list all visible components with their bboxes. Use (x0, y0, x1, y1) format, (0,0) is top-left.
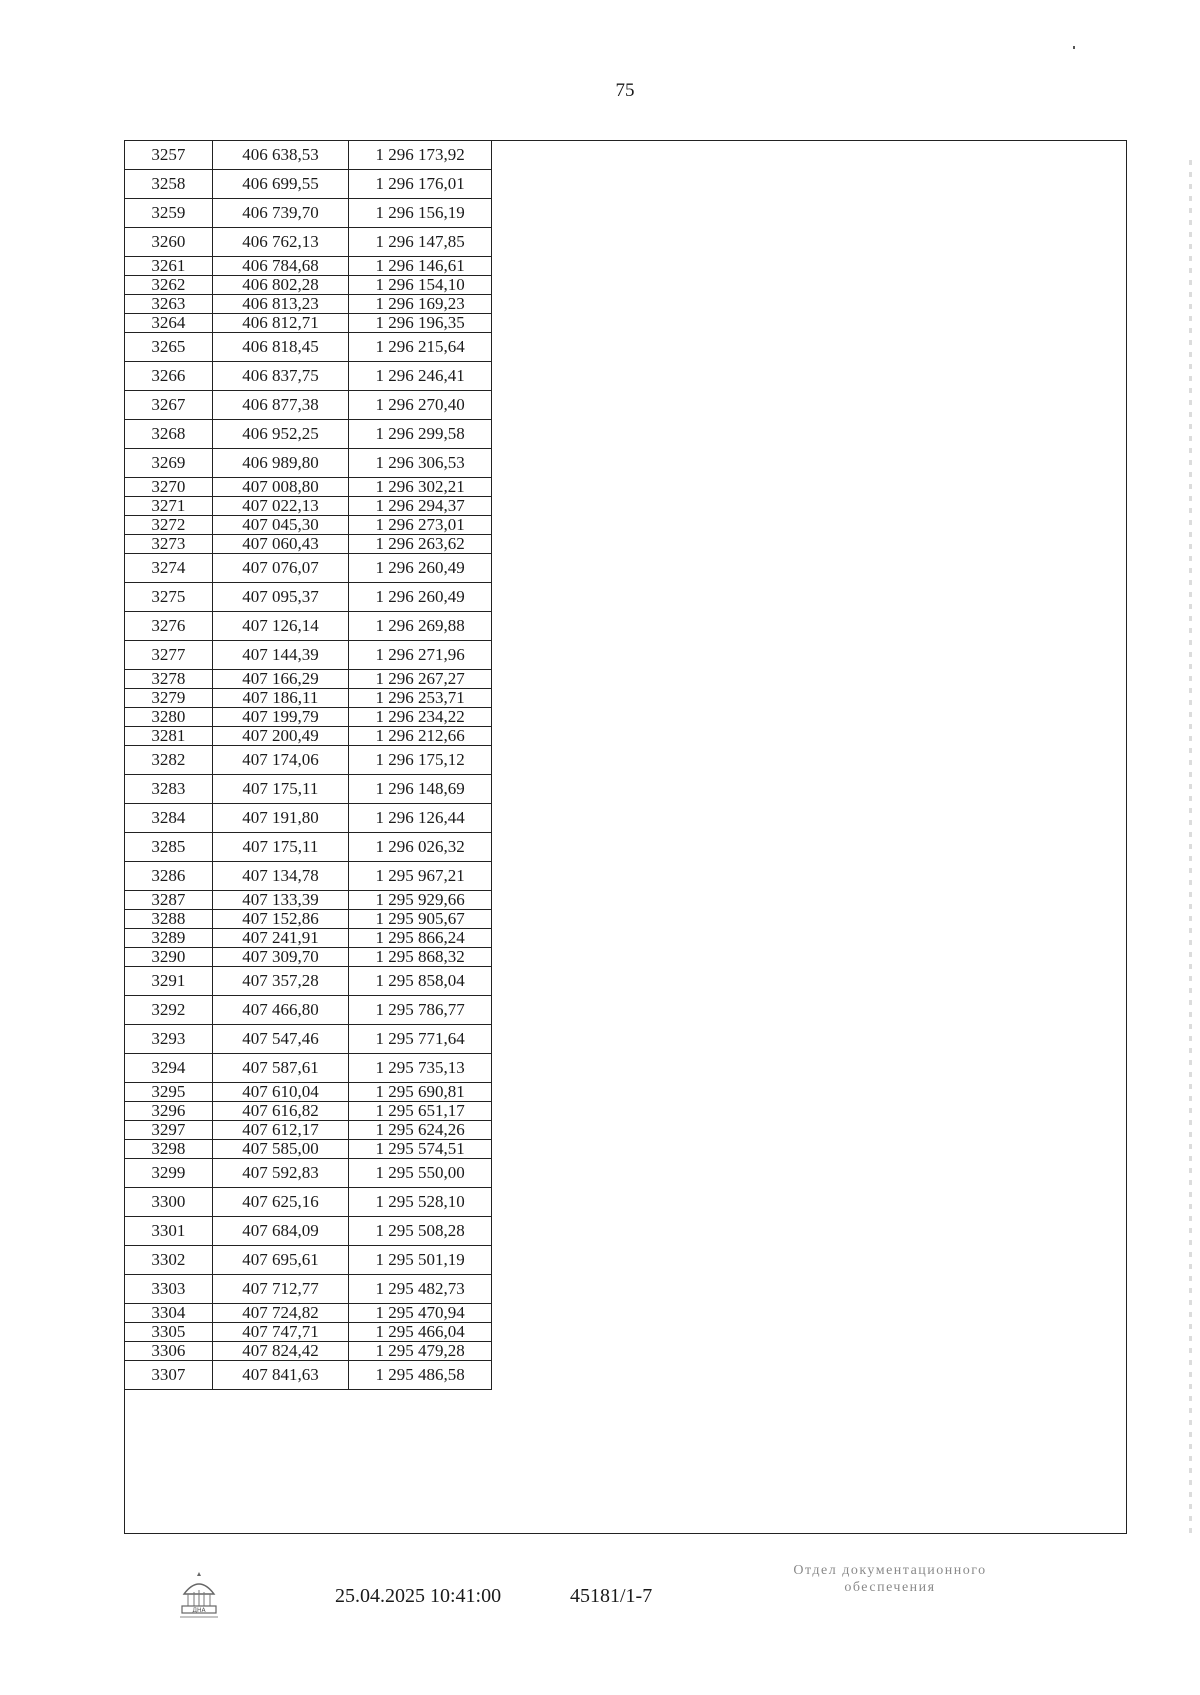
table-row (125, 141, 492, 170)
x-coordinate-cell: 407 592,83 (212, 1159, 349, 1188)
table-row (125, 478, 492, 497)
point-number-cell: 3273 (125, 535, 213, 554)
table-row (125, 641, 492, 670)
table-row (125, 1323, 492, 1342)
point-number-cell: 3264 (125, 314, 213, 333)
table-row (125, 1361, 492, 1390)
table-row (125, 1188, 492, 1217)
point-number-cell: 3302 (125, 1246, 213, 1275)
x-coordinate-cell: 407 199,79 (212, 708, 349, 727)
point-number-cell: 3287 (125, 891, 213, 910)
table-row (125, 1159, 492, 1188)
y-coordinate-cell: 1 295 501,19 (349, 1246, 492, 1275)
y-coordinate-cell: 1 296 173,92 (349, 141, 492, 170)
y-coordinate-cell: 1 296 270,40 (349, 391, 492, 420)
x-coordinate-cell: 407 175,11 (212, 775, 349, 804)
y-coordinate-cell: 1 296 306,53 (349, 449, 492, 478)
point-number-cell: 3283 (125, 775, 213, 804)
x-coordinate-cell: 407 724,82 (212, 1304, 349, 1323)
point-number-cell: 3288 (125, 910, 213, 929)
point-number-cell: 3293 (125, 1025, 213, 1054)
table-row (125, 612, 492, 641)
y-coordinate-cell: 1 296 196,35 (349, 314, 492, 333)
point-number-cell: 3270 (125, 478, 213, 497)
point-number-cell: 3285 (125, 833, 213, 862)
table-row (125, 449, 492, 478)
table-row (125, 391, 492, 420)
point-number-cell: 3269 (125, 449, 213, 478)
y-coordinate-cell: 1 296 148,69 (349, 775, 492, 804)
x-coordinate-cell: 407 175,11 (212, 833, 349, 862)
x-coordinate-cell: 407 144,39 (212, 641, 349, 670)
x-coordinate-cell: 407 191,80 (212, 804, 349, 833)
table-row (125, 929, 492, 948)
x-coordinate-cell: 407 200,49 (212, 727, 349, 746)
x-coordinate-cell: 407 095,37 (212, 583, 349, 612)
table-row (125, 170, 492, 199)
x-coordinate-cell: 407 612,17 (212, 1121, 349, 1140)
table-row (125, 746, 492, 775)
stamp-line-1: Отдел документационного (793, 1563, 987, 1578)
x-coordinate-cell: 407 841,63 (212, 1361, 349, 1390)
x-coordinate-cell: 406 952,25 (212, 420, 349, 449)
y-coordinate-cell: 1 296 156,19 (349, 199, 492, 228)
point-number-cell: 3279 (125, 689, 213, 708)
emblem-logo-text: ДНА (192, 1607, 206, 1614)
y-coordinate-cell: 1 295 866,24 (349, 929, 492, 948)
y-coordinate-cell: 1 295 651,17 (349, 1102, 492, 1121)
x-coordinate-cell: 407 547,46 (212, 1025, 349, 1054)
table-row (125, 727, 492, 746)
x-coordinate-cell: 407 060,43 (212, 535, 349, 554)
y-coordinate-cell: 1 296 154,10 (349, 276, 492, 295)
table-row (125, 1275, 492, 1304)
x-coordinate-cell: 406 762,13 (212, 228, 349, 257)
x-coordinate-cell: 406 802,28 (212, 276, 349, 295)
table-row (125, 967, 492, 996)
y-coordinate-cell: 1 295 735,13 (349, 1054, 492, 1083)
y-coordinate-cell: 1 296 212,66 (349, 727, 492, 746)
y-coordinate-cell: 1 296 176,01 (349, 170, 492, 199)
y-coordinate-cell: 1 295 574,51 (349, 1140, 492, 1159)
table-row (125, 295, 492, 314)
x-coordinate-cell: 407 309,70 (212, 948, 349, 967)
table-row (125, 1342, 492, 1361)
point-number-cell: 3274 (125, 554, 213, 583)
point-number-cell: 3262 (125, 276, 213, 295)
table-row (125, 516, 492, 535)
table-row (125, 1121, 492, 1140)
footer-datetime: 25.04.2025 10:41:00 (335, 1585, 502, 1607)
x-coordinate-cell: 407 625,16 (212, 1188, 349, 1217)
point-number-cell: 3277 (125, 641, 213, 670)
table-row (125, 535, 492, 554)
x-coordinate-cell: 407 241,91 (212, 929, 349, 948)
page-number: 75 (615, 80, 635, 101)
y-coordinate-cell: 1 295 967,21 (349, 862, 492, 891)
table-row (125, 420, 492, 449)
x-coordinate-cell: 407 587,61 (212, 1054, 349, 1083)
x-coordinate-cell: 407 186,11 (212, 689, 349, 708)
x-coordinate-cell: 407 684,09 (212, 1217, 349, 1246)
y-coordinate-cell: 1 295 624,26 (349, 1121, 492, 1140)
y-coordinate-cell: 1 296 146,61 (349, 257, 492, 276)
x-coordinate-cell: 407 616,82 (212, 1102, 349, 1121)
point-number-cell: 3301 (125, 1217, 213, 1246)
x-coordinate-cell: 406 699,55 (212, 170, 349, 199)
table-row (125, 333, 492, 362)
y-coordinate-cell: 1 296 215,64 (349, 333, 492, 362)
y-coordinate-cell: 1 295 786,77 (349, 996, 492, 1025)
margin-scan-marks (1189, 160, 1192, 1540)
x-coordinate-cell: 407 712,77 (212, 1275, 349, 1304)
table-row (125, 891, 492, 910)
x-coordinate-cell: 407 695,61 (212, 1246, 349, 1275)
point-number-cell: 3306 (125, 1342, 213, 1361)
table-row (125, 910, 492, 929)
point-number-cell: 3267 (125, 391, 213, 420)
y-coordinate-cell: 1 296 147,85 (349, 228, 492, 257)
point-number-cell: 3286 (125, 862, 213, 891)
y-coordinate-cell: 1 295 905,67 (349, 910, 492, 929)
y-coordinate-cell: 1 296 302,21 (349, 478, 492, 497)
table-row (125, 314, 492, 333)
point-number-cell: 3278 (125, 670, 213, 689)
y-coordinate-cell: 1 296 253,71 (349, 689, 492, 708)
y-coordinate-cell: 1 296 299,58 (349, 420, 492, 449)
table-row (125, 1025, 492, 1054)
y-coordinate-cell: 1 296 263,62 (349, 535, 492, 554)
x-coordinate-cell: 406 812,71 (212, 314, 349, 333)
table-row (125, 996, 492, 1025)
x-coordinate-cell: 406 989,80 (212, 449, 349, 478)
x-coordinate-cell: 407 133,39 (212, 891, 349, 910)
point-number-cell: 3272 (125, 516, 213, 535)
scan-speck (1073, 46, 1075, 49)
point-number-cell: 3280 (125, 708, 213, 727)
y-coordinate-cell: 1 296 273,01 (349, 516, 492, 535)
table-row (125, 497, 492, 516)
table-row (125, 1102, 492, 1121)
x-coordinate-cell: 407 022,13 (212, 497, 349, 516)
x-coordinate-cell: 407 045,30 (212, 516, 349, 535)
point-number-cell: 3298 (125, 1140, 213, 1159)
point-number-cell: 3271 (125, 497, 213, 516)
y-coordinate-cell: 1 296 126,44 (349, 804, 492, 833)
y-coordinate-cell: 1 296 260,49 (349, 583, 492, 612)
table-row (125, 1246, 492, 1275)
x-coordinate-cell: 406 837,75 (212, 362, 349, 391)
y-coordinate-cell: 1 296 175,12 (349, 746, 492, 775)
x-coordinate-cell: 406 739,70 (212, 199, 349, 228)
point-number-cell: 3294 (125, 1054, 213, 1083)
table-row (125, 1054, 492, 1083)
y-coordinate-cell: 1 296 269,88 (349, 612, 492, 641)
emblem-logo-icon (176, 1570, 222, 1620)
x-coordinate-cell: 406 813,23 (212, 295, 349, 314)
x-coordinate-cell: 407 076,07 (212, 554, 349, 583)
point-number-cell: 3290 (125, 948, 213, 967)
y-coordinate-cell: 1 295 771,64 (349, 1025, 492, 1054)
point-number-cell: 3289 (125, 929, 213, 948)
x-coordinate-cell: 407 152,86 (212, 910, 349, 929)
y-coordinate-cell: 1 296 026,32 (349, 833, 492, 862)
y-coordinate-cell: 1 295 929,66 (349, 891, 492, 910)
point-number-cell: 3263 (125, 295, 213, 314)
point-number-cell: 3284 (125, 804, 213, 833)
y-coordinate-cell: 1 295 858,04 (349, 967, 492, 996)
y-coordinate-cell: 1 295 508,28 (349, 1217, 492, 1246)
table-row (125, 228, 492, 257)
x-coordinate-cell: 407 824,42 (212, 1342, 349, 1361)
y-coordinate-cell: 1 296 267,27 (349, 670, 492, 689)
x-coordinate-cell: 407 126,14 (212, 612, 349, 641)
table-row (125, 362, 492, 391)
table-row (125, 948, 492, 967)
point-number-cell: 3303 (125, 1275, 213, 1304)
table-row (125, 708, 492, 727)
x-coordinate-cell: 407 747,71 (212, 1323, 349, 1342)
y-coordinate-cell: 1 296 294,37 (349, 497, 492, 516)
table-row (125, 804, 492, 833)
y-coordinate-cell: 1 295 550,00 (349, 1159, 492, 1188)
x-coordinate-cell: 407 166,29 (212, 670, 349, 689)
x-coordinate-cell: 407 466,80 (212, 996, 349, 1025)
table-row (125, 1304, 492, 1323)
point-number-cell: 3258 (125, 170, 213, 199)
table-row (125, 199, 492, 228)
department-stamp (735, 1562, 1045, 1596)
y-coordinate-cell: 1 296 234,22 (349, 708, 492, 727)
point-number-cell: 3266 (125, 362, 213, 391)
table-row (125, 1140, 492, 1159)
y-coordinate-cell: 1 296 260,49 (349, 554, 492, 583)
point-number-cell: 3257 (125, 141, 213, 170)
table-row (125, 670, 492, 689)
table-row (125, 862, 492, 891)
y-coordinate-cell: 1 296 271,96 (349, 641, 492, 670)
table-row (125, 1083, 492, 1102)
y-coordinate-cell: 1 295 868,32 (349, 948, 492, 967)
y-coordinate-cell: 1 295 690,81 (349, 1083, 492, 1102)
point-number-cell: 3275 (125, 583, 213, 612)
y-coordinate-cell: 1 295 528,10 (349, 1188, 492, 1217)
table-row (125, 775, 492, 804)
stamp-line-2: обеспечения (844, 1580, 936, 1595)
table-row (125, 554, 492, 583)
y-coordinate-cell: 1 295 486,58 (349, 1361, 492, 1390)
table-row (125, 583, 492, 612)
table-row (125, 276, 492, 295)
x-coordinate-cell: 407 008,80 (212, 478, 349, 497)
point-number-cell: 3261 (125, 257, 213, 276)
y-coordinate-cell: 1 296 246,41 (349, 362, 492, 391)
x-coordinate-cell: 406 818,45 (212, 333, 349, 362)
y-coordinate-cell: 1 295 482,73 (349, 1275, 492, 1304)
y-coordinate-cell: 1 296 169,23 (349, 295, 492, 314)
table-row (125, 689, 492, 708)
x-coordinate-cell: 407 134,78 (212, 862, 349, 891)
point-number-cell: 3281 (125, 727, 213, 746)
point-number-cell: 3297 (125, 1121, 213, 1140)
point-number-cell: 3305 (125, 1323, 213, 1342)
point-number-cell: 3291 (125, 967, 213, 996)
point-number-cell: 3282 (125, 746, 213, 775)
point-number-cell: 3292 (125, 996, 213, 1025)
x-coordinate-cell: 407 585,00 (212, 1140, 349, 1159)
point-number-cell: 3304 (125, 1304, 213, 1323)
x-coordinate-cell: 407 174,06 (212, 746, 349, 775)
x-coordinate-cell: 406 638,53 (212, 141, 349, 170)
point-number-cell: 3307 (125, 1361, 213, 1390)
table-row (125, 1217, 492, 1246)
coordinates-table (124, 140, 492, 1390)
x-coordinate-cell: 406 877,38 (212, 391, 349, 420)
table-row (125, 833, 492, 862)
y-coordinate-cell: 1 295 466,04 (349, 1323, 492, 1342)
point-number-cell: 3259 (125, 199, 213, 228)
y-coordinate-cell: 1 295 470,94 (349, 1304, 492, 1323)
point-number-cell: 3299 (125, 1159, 213, 1188)
point-number-cell: 3260 (125, 228, 213, 257)
x-coordinate-cell: 406 784,68 (212, 257, 349, 276)
y-coordinate-cell: 1 295 479,28 (349, 1342, 492, 1361)
point-number-cell: 3296 (125, 1102, 213, 1121)
point-number-cell: 3295 (125, 1083, 213, 1102)
x-coordinate-cell: 407 610,04 (212, 1083, 349, 1102)
point-number-cell: 3276 (125, 612, 213, 641)
point-number-cell: 3300 (125, 1188, 213, 1217)
footer-doc-code: 45181/1-7 (570, 1585, 653, 1607)
x-coordinate-cell: 407 357,28 (212, 967, 349, 996)
point-number-cell: 3265 (125, 333, 213, 362)
point-number-cell: 3268 (125, 420, 213, 449)
table-row (125, 257, 492, 276)
